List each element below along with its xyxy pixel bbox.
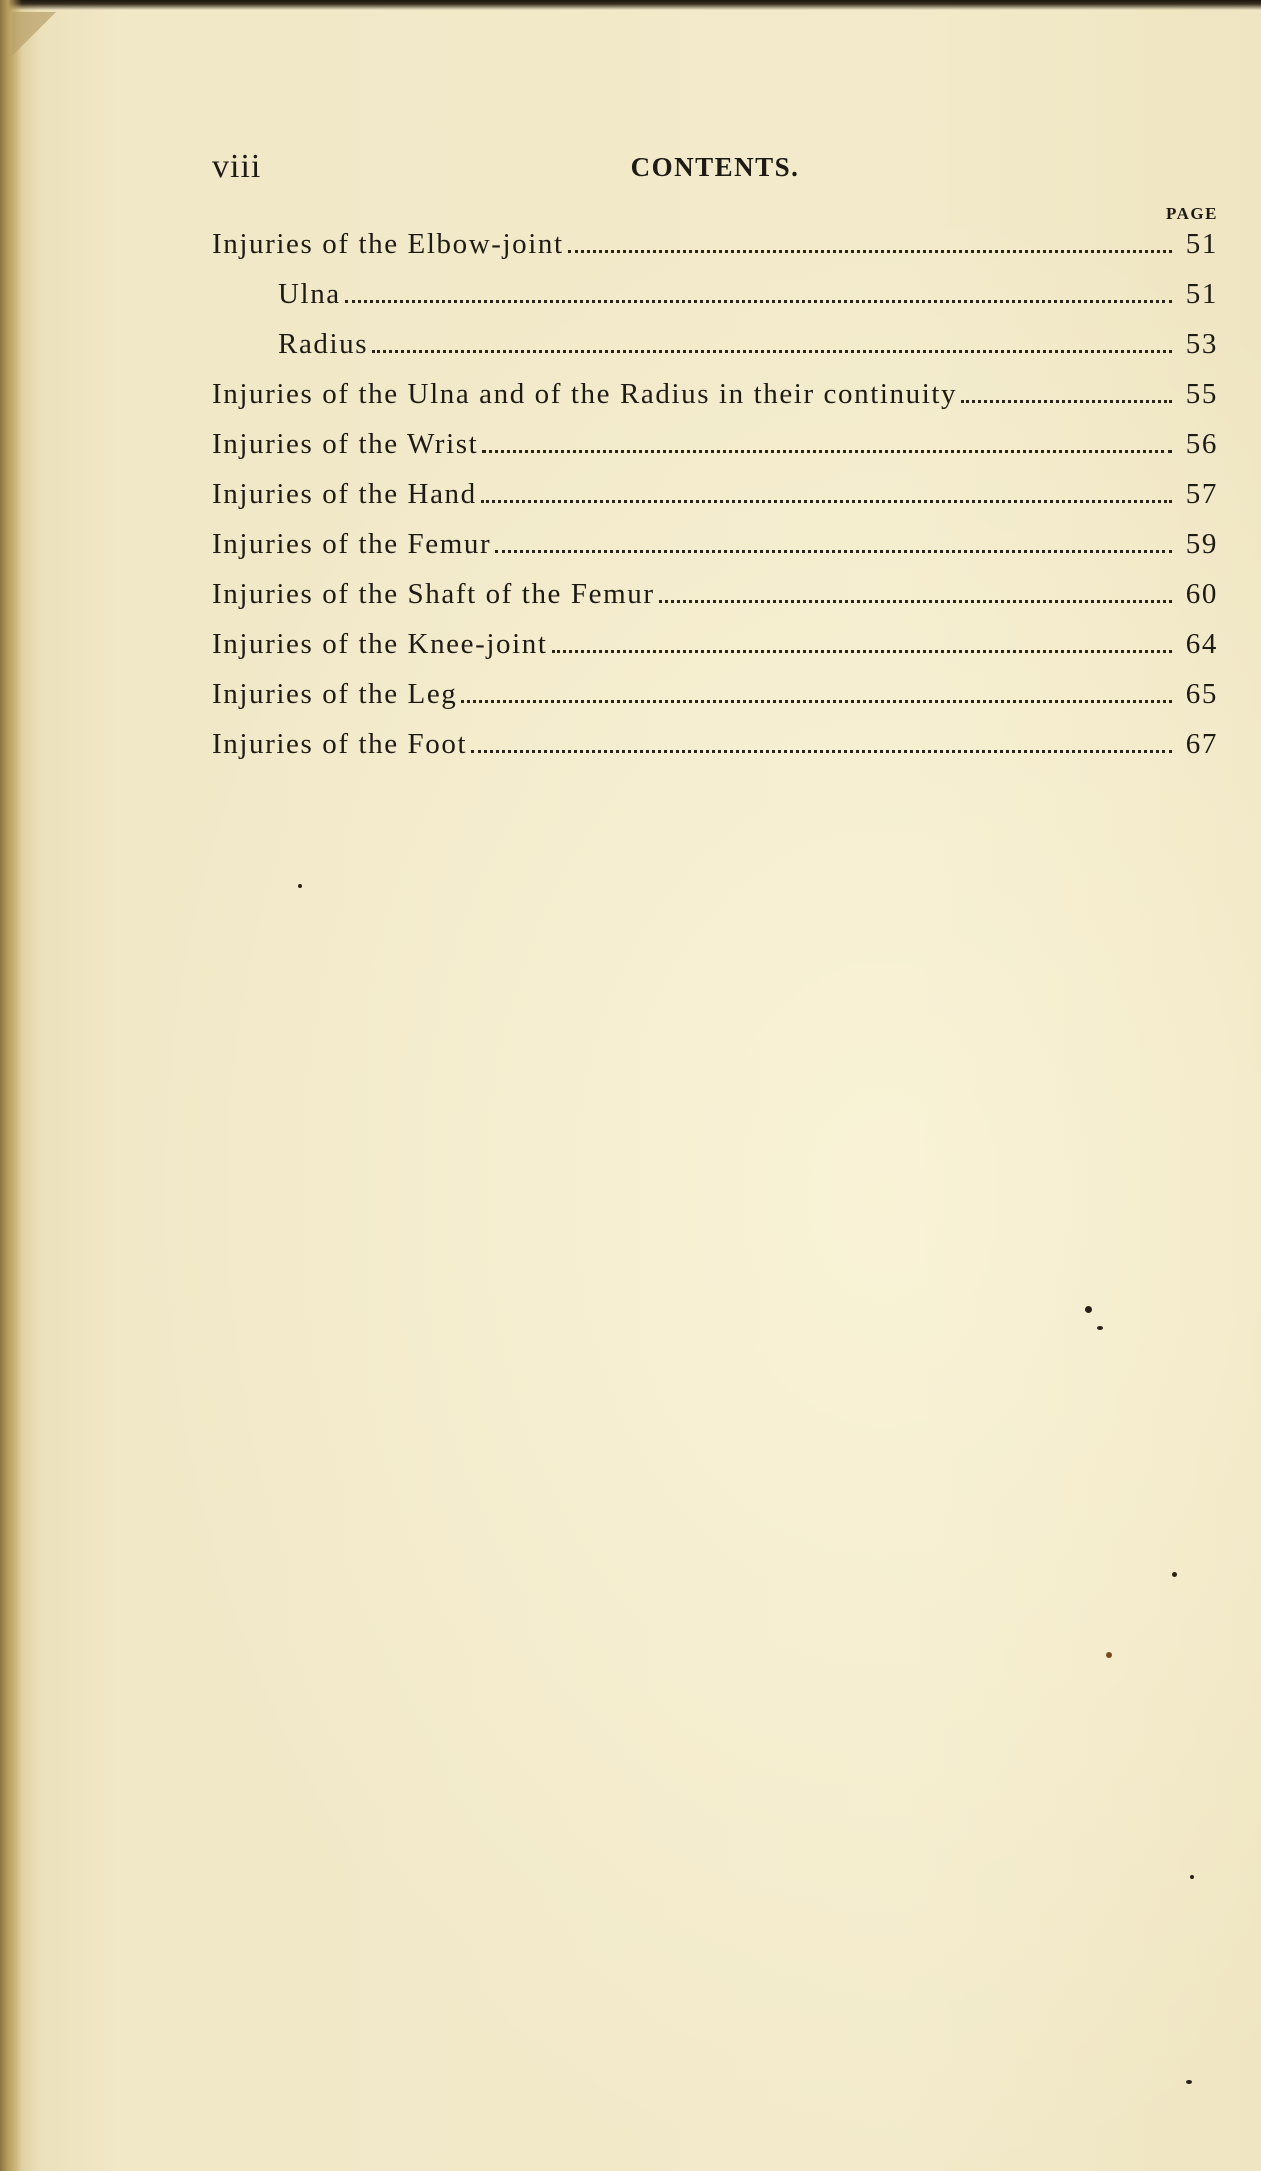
running-head [212, 148, 1218, 188]
page-title: CONTENTS. [630, 152, 800, 182]
dot-leader [471, 750, 1172, 753]
dot-leader [372, 350, 1172, 353]
toc-entry-page: 51 [1185, 278, 1218, 310]
toc-entry-page: 60 [1185, 578, 1218, 610]
dot-leader [568, 250, 1172, 253]
toc-entry-title: Radius [278, 328, 369, 360]
dot-leader [495, 550, 1172, 553]
page-column-label: PAGE [1166, 204, 1218, 223]
ink-speck [1186, 2080, 1192, 2084]
toc-subentry[interactable] [212, 328, 1218, 378]
ink-speck [1106, 1652, 1112, 1658]
ink-speck [1097, 1326, 1103, 1330]
table-of-contents [212, 228, 1218, 778]
toc-entry-page: 56 [1185, 428, 1218, 460]
toc-entry-title: Injuries of the Leg [212, 678, 458, 710]
dot-leader [659, 600, 1172, 603]
toc-entry-title: Injuries of the Shaft of the Femur [212, 578, 655, 610]
toc-entry[interactable] [212, 628, 1218, 678]
toc-entry[interactable] [212, 528, 1218, 578]
toc-entry-title: Injuries of the Knee-joint [212, 628, 548, 660]
toc-entry[interactable] [212, 678, 1218, 728]
toc-subentry[interactable] [212, 278, 1218, 328]
toc-entry-title: Injuries of the Ulna and of the Radius in their continuity [212, 378, 958, 410]
toc-entry-title: Injuries of the Wrist [212, 428, 479, 460]
dot-leader [481, 500, 1172, 503]
toc-entry[interactable] [212, 478, 1218, 528]
dot-leader [961, 400, 1172, 403]
toc-entry-page: 57 [1185, 478, 1218, 510]
dot-leader [482, 450, 1172, 453]
dot-leader [461, 700, 1172, 703]
toc-entry-title: Injuries of the Hand [212, 478, 477, 510]
ink-speck [1172, 1572, 1177, 1577]
ink-speck [298, 884, 302, 888]
ink-speck [1085, 1306, 1092, 1313]
toc-entry-page: 53 [1185, 328, 1218, 360]
dot-leader [345, 300, 1172, 303]
toc-entry-title: Injuries of the Elbow-joint [212, 228, 564, 260]
toc-entry-page: 67 [1185, 728, 1218, 760]
toc-entry-page: 51 [1185, 228, 1218, 260]
toc-entry-page: 55 [1185, 378, 1218, 410]
toc-entry[interactable] [212, 578, 1218, 628]
toc-entry-page: 59 [1185, 528, 1218, 560]
page-number: viii [212, 148, 262, 185]
toc-entry-title: Injuries of the Femur [212, 528, 492, 560]
toc-entry-title: Ulna [278, 278, 341, 310]
toc-entry[interactable] [212, 228, 1218, 278]
folded-corner [12, 12, 56, 56]
page-top-edge [0, 0, 1261, 10]
page-binding-edge [0, 0, 22, 2171]
dot-leader [552, 650, 1172, 653]
toc-entry[interactable] [212, 428, 1218, 478]
toc-entry-page: 65 [1185, 678, 1218, 710]
toc-entry[interactable] [212, 728, 1218, 778]
toc-entry-page: 64 [1185, 628, 1218, 660]
toc-entry-title: Injuries of the Foot [212, 728, 468, 760]
toc-entry[interactable] [212, 378, 1218, 428]
ink-speck [1190, 1875, 1194, 1879]
